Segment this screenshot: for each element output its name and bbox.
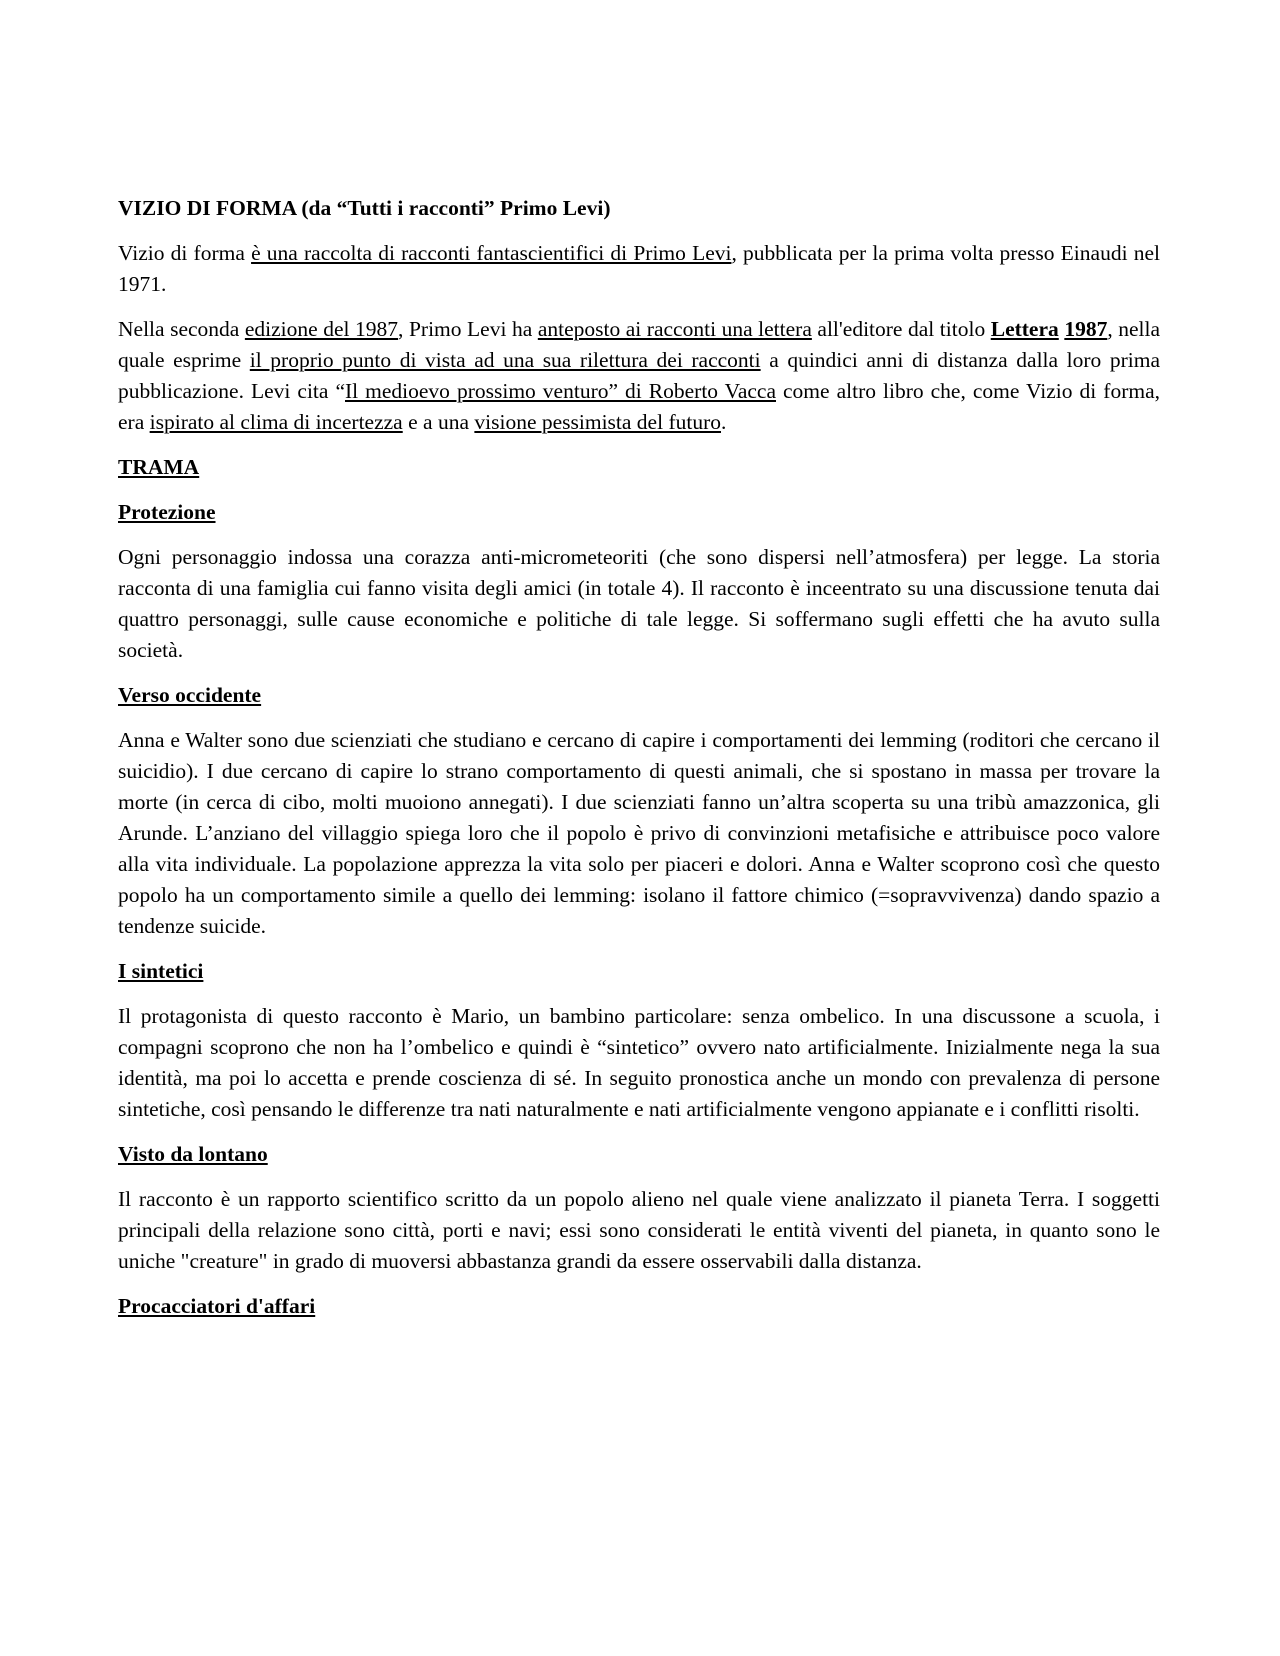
intro-p2-run: , Primo Levi ha <box>398 317 538 341</box>
section-paragraph: Il racconto è un rapporto scientifico scritto da un popolo alieno nel quale viene analizzato il pianeta Terra. I soggetti principali della relazione sono città, porti e navi; essi sono considerati le entità viventi del pianeta, in quanto sono le uniche "creature" in grado di muoversi abbastanza grandi da essere osservabili dalla distanza. <box>118 1187 1160 1273</box>
intro-p2-run: all'editore dal titolo <box>811 317 991 341</box>
section-heading: Procacciatori d'affari <box>118 1294 316 1318</box>
section-paragraph: Ogni personaggio indossa una corazza anti-micrometeoriti (che sono dispersi nell’atmosfera) per legge. La storia racconta di una famiglia cui fanno visita degli amici (in totale 4). Il racconto è inceentrato su una discussione tenuta dai quattro personaggi, sulle cause economiche e politiche di tale legge. Si soffermano sugli effetti che ha avuto sulla società. <box>118 545 1160 662</box>
section-paragraph: Anna e Walter sono due scienziati che studiano e cercano di capire i comportamenti dei lemming (roditori che cercano il suicidio). I due cercano di capire lo strano comportamento di questi animali, che si spostano in massa per trovare la morte (in cerca di cibo, molti muoiono annegati). I due scienziati fanno un’altra scoperta su una tribù amazzonica, gli Arunde. L’anziano del villaggio spiega loro che il popolo è privo di convinzioni metafisiche e attribuisce poco valore alla vita individuale. La popolazione apprezza la vita solo per piaceri e dolori. Anna e Walter scoprono così che questo popolo ha un comportamento simile a quello dei lemming: isolano il fattore chimico (=sopravvivenza) dando spazio a tendenze suicide. <box>118 728 1160 938</box>
intro-paragraph-1 <box>118 238 1160 300</box>
intro-p2-run: ispirato al clima di incertezza <box>149 410 403 434</box>
intro-p2-run: il proprio punto di vista ad una sua rilettura dei racconti <box>249 348 761 372</box>
intro-p2-run: Il medioevo prossimo venturo” di Roberto Vacca <box>345 379 776 403</box>
intro-p2-run: edizione del 1987 <box>244 317 399 341</box>
intro-p2-run: visione pessimista del futuro <box>474 410 721 434</box>
section-paragraph: Il protagonista di questo racconto è Mario, un bambino particolare: senza ombelico. In una discussone a scuola, i compagni scoprono che non ha l’ombelico e quindi è “sintetico” ovvero nato artificialmente. Inizialmente nega la sua identità, ma poi lo accetta e prende coscienza di sé. In seguito pronostica anche un mondo con prevalenza di persone sintetiche, così pensando le differenze tra nati naturalmente e nati artificialmente vengono appianate e i conflitti risolti. <box>118 1004 1160 1121</box>
intro-p2-run: Lettera <box>990 317 1059 341</box>
trama-heading: TRAMA <box>118 455 200 479</box>
intro-p1-run: Vizio di forma <box>118 241 252 265</box>
intro-p2-run: , nella quale esprime <box>118 317 1161 372</box>
section-heading: I sintetici <box>118 959 204 983</box>
section-heading: Verso occidente <box>118 683 262 707</box>
section-heading: Protezione <box>118 500 216 524</box>
document-title: VIZIO DI FORMA (da “Tutti i racconti” Primo Levi) <box>118 196 611 220</box>
section-heading: Visto da lontano <box>118 1142 268 1166</box>
intro-p2-run: a quindici anni di distanza dalla loro prima pubblicazione. Levi cita “ <box>118 348 1160 403</box>
intro-p2-run: come altro libro che, come Vizio di forma, era <box>118 379 1160 434</box>
intro-p2-run: Nella seconda <box>118 317 245 341</box>
intro-p2-run: anteposto ai racconti una lettera <box>537 317 812 341</box>
intro-p2-run: 1987 <box>1064 317 1108 341</box>
document-page <box>118 193 1160 1336</box>
intro-p2-run: . <box>721 410 727 434</box>
intro-p1-run: è una raccolta di racconti fantascientifici di Primo Levi <box>251 241 732 265</box>
intro-paragraph-2 <box>118 314 1160 438</box>
intro-p1-run: , pubblicata per la prima volta presso Einaudi nel 1971. <box>118 241 1160 296</box>
intro-p2-run: e a una <box>402 410 475 434</box>
